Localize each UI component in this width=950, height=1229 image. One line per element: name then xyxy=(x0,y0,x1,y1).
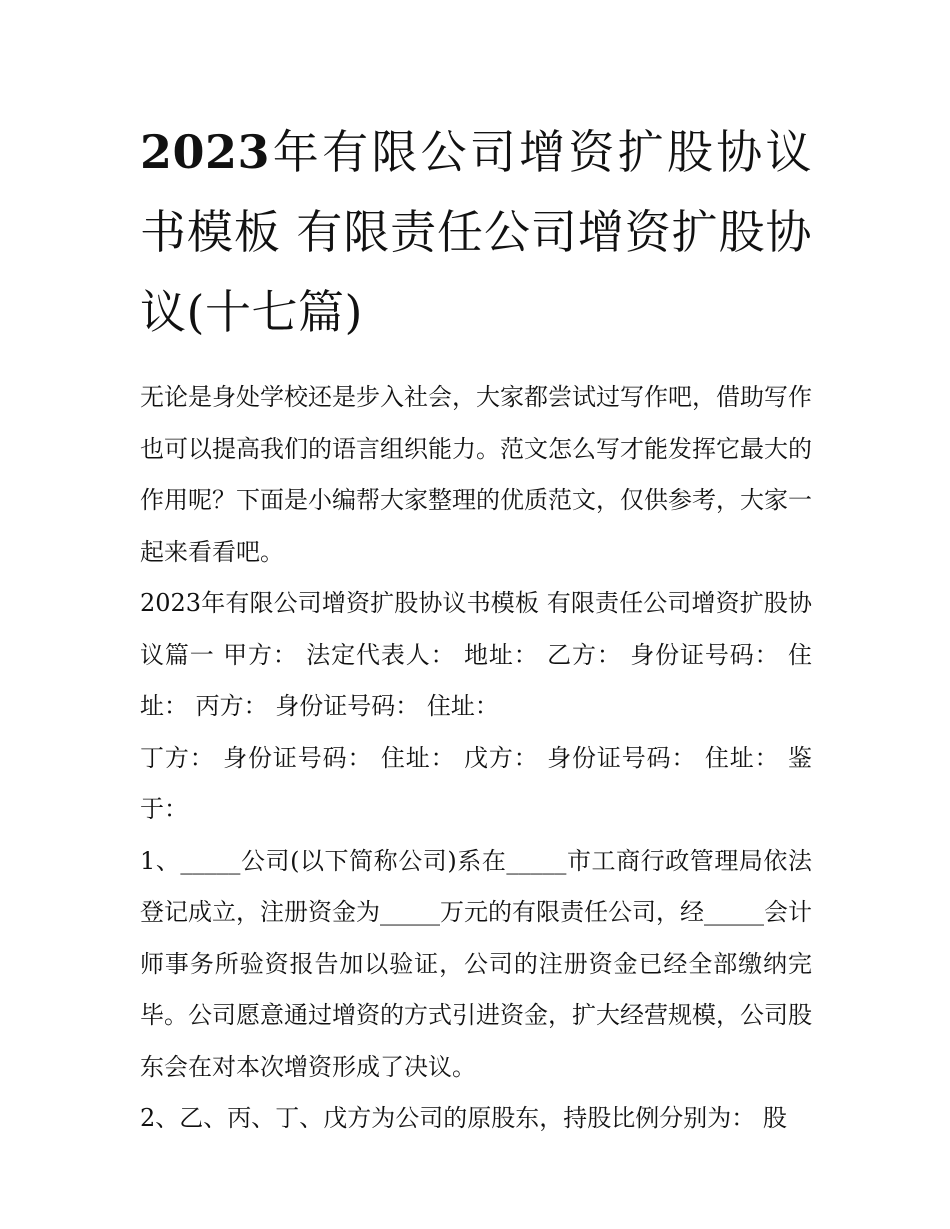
document-page xyxy=(140,112,812,1145)
clause-2-paragraph: 2、乙、丙、丁、戊方为公司的原股东，持股比例分别为： 股 xyxy=(140,1104,787,1132)
document-body xyxy=(140,372,812,1145)
document-title xyxy=(140,112,812,352)
intro-paragraph: 无论是身处学校还是步入社会，大家都尝试过写作吧，借助写作也可以提高我们的语言组织能力。范文怎么写才能发挥它最大的作用呢？下面是小编帮大家整理的优质范文，仅供参考，大家一起来看看吧。 xyxy=(140,383,812,566)
title-year: 2023 xyxy=(140,125,271,179)
clause-1-paragraph: 1、_____公司(以下简称公司)系在_____市工商行政管理局依法登记成立，注册资金为_____万元的有限责任公司，经_____会计师事务所验资报告加以验证，公司的注册资金已经全部缴纳完毕。公司愿意通过增资的方式引进资金，扩大经营规模，公司股东会在对本次增资形成了决议。 xyxy=(140,846,812,1081)
title-text: 年有限公司增资扩股协议书模板 有限责任公司增资扩股协议(十七篇) xyxy=(140,125,812,339)
parties-continued-paragraph: 丁方： 身份证号码： 住址： 戊方： 身份证号码： 住址： 鉴于： xyxy=(140,743,812,823)
parties-paragraph: 2023年有限公司增资扩股协议书模板 有限责任公司增资扩股协议篇一 甲方： 法定代表人： 地址： 乙方： 身份证号码： 住址： 丙方： 身份证号码： 住址： xyxy=(140,589,812,720)
